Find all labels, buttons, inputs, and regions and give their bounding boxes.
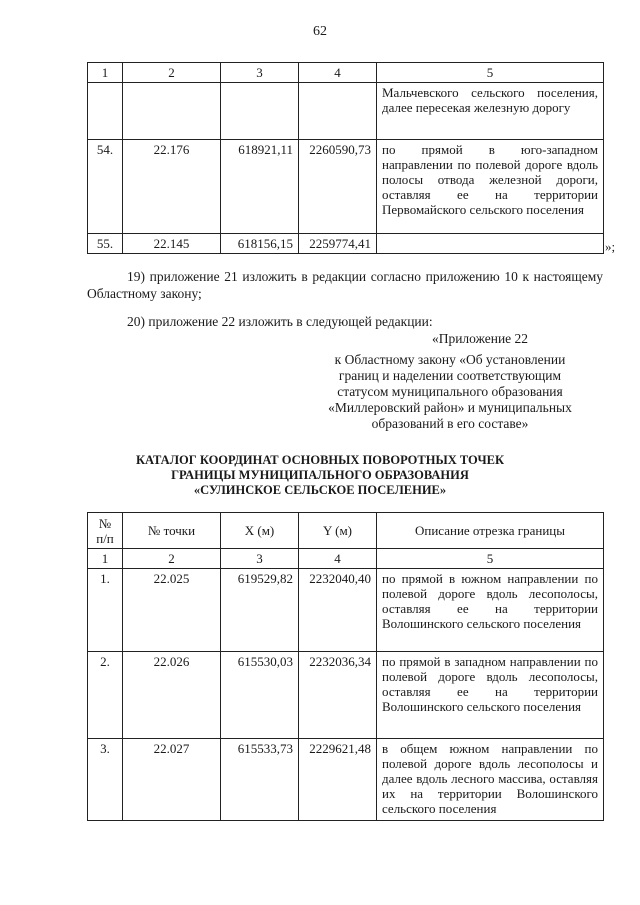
- col-number: 4: [299, 63, 377, 83]
- segment-description: по прямой в южном направлении по полевой дороге вдоль лесополосы, оставляя ее на территории Волошинского сельского поселения: [377, 569, 604, 652]
- paragraph-20: 20) приложение 22 изложить в следующей редакции:: [127, 314, 433, 329]
- col-number: 3: [221, 63, 299, 83]
- col-number: 3: [221, 549, 299, 569]
- appendix-line: статусом муниципального образования: [337, 384, 563, 399]
- closing-quote: »;: [605, 239, 616, 254]
- segment-description: Мальчевского сельского поселения, далее пересекая железную дорогу: [377, 83, 604, 140]
- header-y: Y (м): [299, 513, 377, 549]
- table-row: [88, 569, 604, 652]
- point-number: 22.176: [123, 140, 221, 234]
- catalog-title-line: КАТАЛОГ КООРДИНАТ ОСНОВНЫХ ПОВОРОТНЫХ ТОЧЕК: [135, 453, 505, 467]
- catalog-title-line: «СУЛИНСКОЕ СЕЛЬСКОЕ ПОСЕЛЕНИЕ»: [193, 483, 447, 497]
- col-number: 5: [377, 549, 604, 569]
- x-coordinate: 618156,15: [221, 234, 299, 254]
- col-number: 2: [123, 549, 221, 569]
- table-row: [88, 739, 604, 821]
- y-coordinate: 2260590,73: [299, 140, 377, 234]
- x-coordinate: 619529,82: [221, 569, 299, 652]
- catalog-title-line: ГРАНИЦЫ МУНИЦИПАЛЬНОГО ОБРАЗОВАНИЯ: [171, 468, 469, 482]
- col-number: 1: [88, 549, 123, 569]
- segment-description: по прямой в юго-западном направлении по полевой дороге вдоль полосы отвода железной дороги, оставляя ее на территории Первомайского сельского поселения: [377, 140, 604, 234]
- x-coordinate: 618921,11: [221, 140, 299, 234]
- segment-description: в общем южном направлении по полевой дороге вдоль лесополосы и далее вдоль лесного массива, оставляя их на территории Волошинского сельского поселения: [377, 739, 604, 821]
- x-coordinate: 615530,03: [221, 652, 299, 739]
- x-coordinate: [221, 83, 299, 140]
- col-number: 5: [377, 63, 604, 83]
- table-row: [88, 652, 604, 739]
- row-number: [88, 83, 123, 140]
- header-num-symbol: №: [98, 515, 112, 531]
- coordinates-catalog-table: [87, 512, 604, 821]
- table-header-row: [88, 513, 604, 549]
- header-x: X (м): [221, 513, 299, 549]
- point-number: 22.027: [123, 739, 221, 821]
- paragraph-19: 19) приложение 21 изложить в редакции согласно приложению 10 к настоящему Областному закону;: [87, 269, 603, 301]
- table-column-numbers-row: [88, 549, 604, 569]
- x-coordinate: 615533,73: [221, 739, 299, 821]
- row-number: 3.: [88, 739, 123, 821]
- row-number: 2.: [88, 652, 123, 739]
- segment-description: по прямой в западном направлении по полевой дороге вдоль лесополосы, оставляя ее на территории Волошинского сельского поселения: [377, 652, 604, 739]
- table-column-numbers-row: [88, 63, 604, 83]
- header-num-abbrev: п/п: [96, 530, 114, 546]
- point-number: [123, 83, 221, 140]
- y-coordinate: 2259774,41: [299, 234, 377, 254]
- appendix-line: образований в его составе»: [371, 416, 529, 431]
- point-number: 22.026: [123, 652, 221, 739]
- table-row: [88, 140, 604, 234]
- point-number: 22.025: [123, 569, 221, 652]
- row-number: 55.: [88, 234, 123, 254]
- y-coordinate: 2229621,48: [299, 739, 377, 821]
- appendix-line: границ и наделении соответствующим: [338, 368, 562, 383]
- col-number: 1: [88, 63, 123, 83]
- row-number: 54.: [88, 140, 123, 234]
- y-coordinate: 2232036,34: [299, 652, 377, 739]
- appendix-title: «Приложение 22: [431, 331, 529, 346]
- page-number: 62: [313, 24, 327, 39]
- header-row-number: [88, 513, 123, 549]
- col-number: 2: [123, 63, 221, 83]
- segment-description: [377, 234, 604, 254]
- table-row: [88, 83, 604, 140]
- header-point-number: № точки: [123, 513, 221, 549]
- appendix-line: к Областному закону «Об установлении: [334, 352, 566, 367]
- y-coordinate: [299, 83, 377, 140]
- y-coordinate: 2232040,40: [299, 569, 377, 652]
- row-number: 1.: [88, 569, 123, 652]
- header-description: Описание отрезка границы: [377, 513, 604, 549]
- coordinates-table-continued: [87, 62, 604, 254]
- table-row: [88, 234, 604, 254]
- point-number: 22.145: [123, 234, 221, 254]
- appendix-line: «Миллеровский район» и муниципальных: [328, 400, 572, 415]
- col-number: 4: [299, 549, 377, 569]
